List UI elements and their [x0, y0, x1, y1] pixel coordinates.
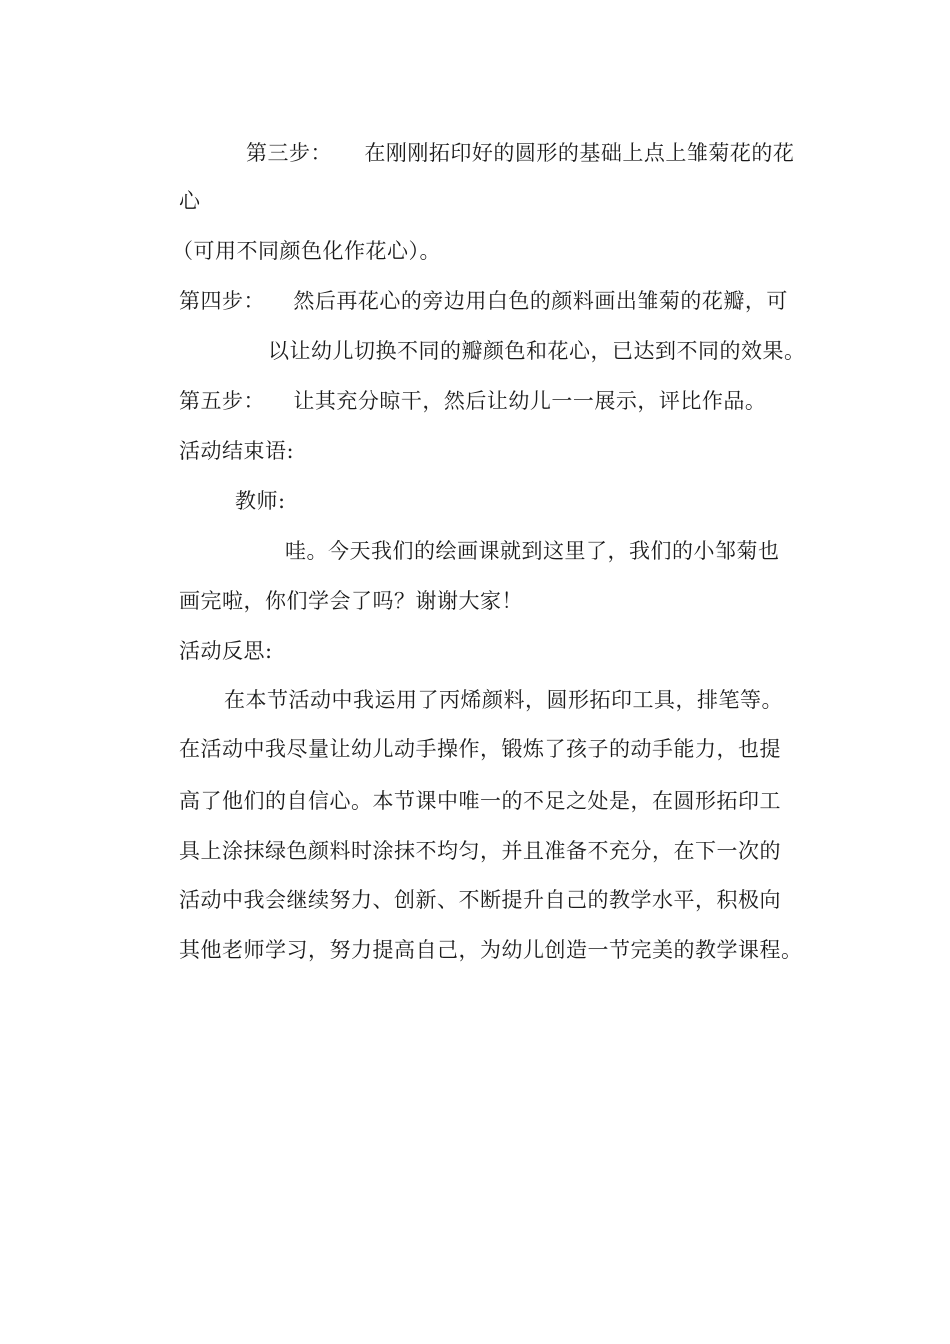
step3-line-1 — [246, 139, 794, 167]
step4-text-2: 以让幼儿切换不同的瓣颜色和花心，已达到不同的效果。 — [268, 339, 806, 363]
step3-label: 第三步： — [246, 141, 332, 165]
reflection-line-5: 活动中我会继续努力、创新、不断提升自己的教学水平，积极向 — [179, 888, 781, 912]
step4-line-2 — [268, 337, 806, 365]
reflection-line-3: 高了他们的自信心。本节课中唯一的不足之处是，在圆形拓印工 — [179, 789, 781, 813]
step5-text: 让其充分晾干，然后让幼儿一一展示，评比作品。 — [293, 389, 767, 413]
step5-label: 第五步： — [179, 389, 265, 413]
step4-label: 第四步： — [179, 289, 265, 313]
step3-text-3: （可用不同颜色化作花心）。 — [172, 239, 441, 263]
closing-speaker: 教师: — [235, 489, 286, 513]
reflection-line-6: 其他老师学习，努力提高自己，为幼儿创造一节完美的教学课程。 — [179, 938, 803, 962]
step3-line-2 — [179, 187, 201, 215]
reflection-line-4: 具上涂抹绿色颜料时涂抹不均匀，并且准备不充分，在下一次的 — [179, 839, 781, 863]
step4-text-1: 然后再花心的旁边用白色的颜料画出雏菊的花瓣，可 — [293, 289, 788, 313]
closing-heading: 活动结束语: — [179, 439, 295, 463]
reflection-line-1: 在本节活动中我运用了丙烯颜料，圆形拓印工具，排笔等。 — [224, 688, 783, 712]
step3-text-1: 在刚刚拓印好的圆形的基础上点上雏菊花的花 — [364, 141, 795, 165]
closing-speech-line-1: 哇。今天我们的绘画课就到这里了，我们的小邹菊也 — [285, 539, 780, 563]
step4-line-1 — [179, 287, 788, 315]
step3-line-3 — [172, 237, 441, 265]
closing-speech-line-2: 画完啦，你们学会了吗？谢谢大家！ — [179, 589, 523, 613]
step5-line — [179, 387, 766, 415]
step3-text-2: 心 — [179, 189, 201, 213]
reflection-heading: 活动反思: — [179, 639, 273, 663]
reflection-line-2: 在活动中我尽量让幼儿动手操作，锻炼了孩子的动手能力，也提 — [179, 737, 781, 761]
